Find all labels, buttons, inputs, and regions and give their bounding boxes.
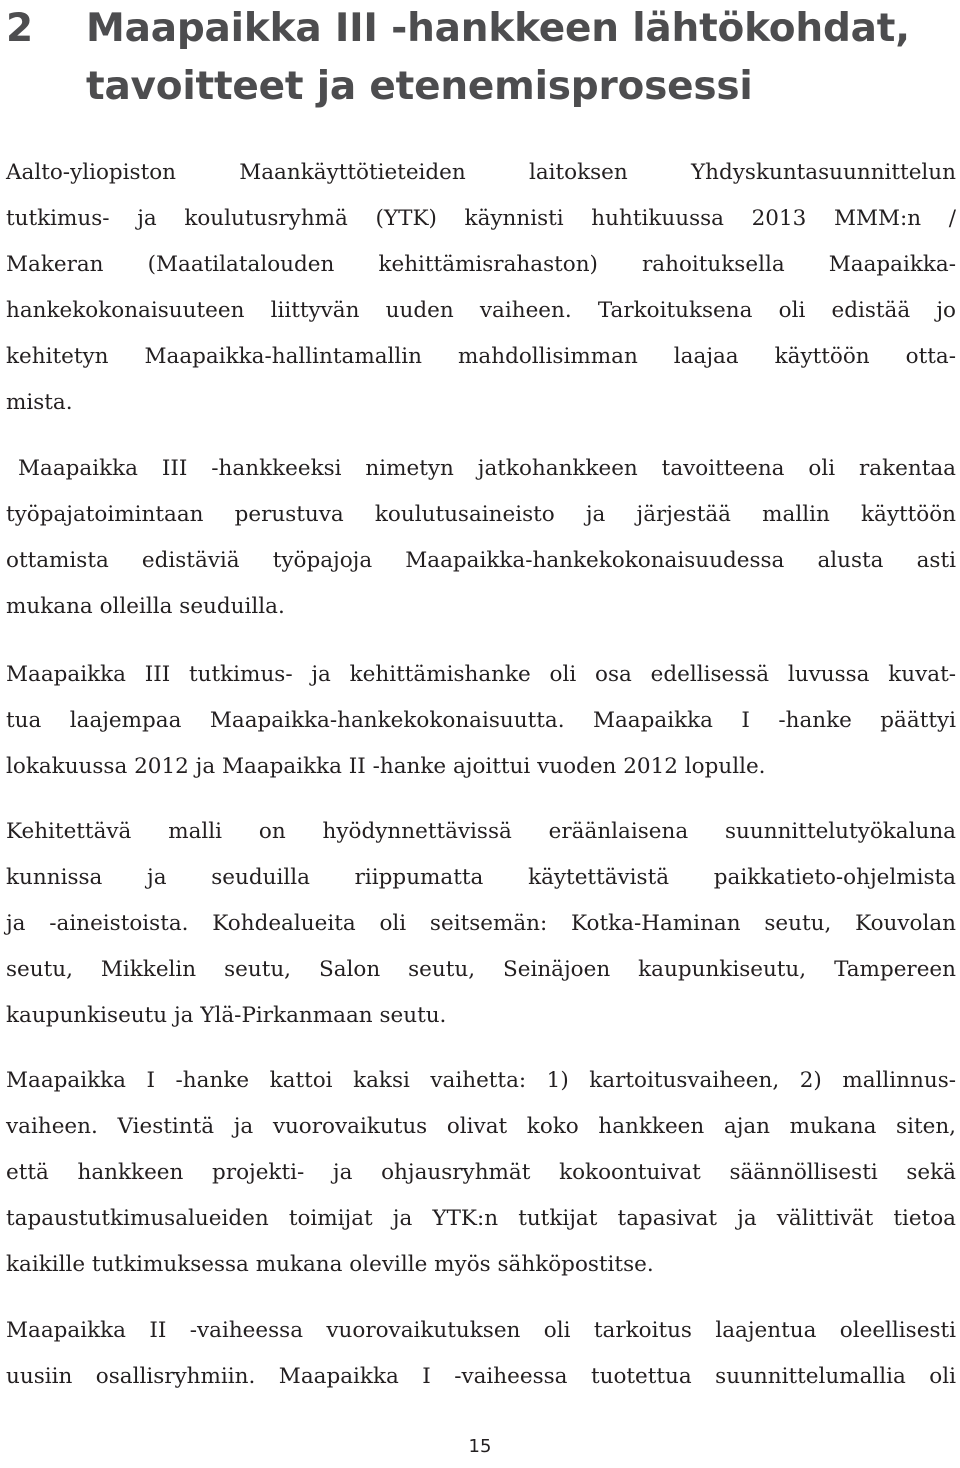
paragraph-line: Maapaikka III -hankkeeksi nimetyn jatkohankkeen tavoitteena oli rakentaa [18,456,956,481]
paragraph-line: mista. [6,390,73,415]
paragraph-line: tutkimus- ja koulutusryhmä (YTK) käynnisti huhtikuussa 2013 MMM:n / [6,206,956,231]
paragraph-line: työpajatoimintaan perustuva koulutusaineisto ja järjestää mallin käyttöön [6,502,956,527]
paragraph-line: että hankkeen projekti- ja ohjausryhmät kokoontuivat säännöllisesti sekä [6,1160,956,1185]
paragraph-line: Makeran (Maatilatalouden kehittämisrahaston) rahoituksella Maapaikka- [6,252,956,277]
paragraph-5 [6,1058,956,1288]
paragraph-line: Maapaikka III tutkimus- ja kehittämishanke oli osa edellisessä luvussa kuvat- [6,662,956,687]
page-number: 15 [468,1436,492,1457]
paragraph-line: Maapaikka II -vaiheessa vuorovaikutuksen oli tarkoitus laajentua oleellisesti [6,1318,956,1343]
paragraph-line: Maapaikka I -hanke kattoi kaksi vaihetta: 1) kartoitusvaiheen, 2) mallinnus- [6,1068,956,1093]
paragraph-line: Aalto-yliopiston Maankäyttötieteiden laitoksen Yhdyskuntasuunnittelun [6,160,956,185]
paragraph-4 [6,809,956,1039]
paragraph-line: kaupunkiseutu ja Ylä-Pirkanmaan seutu. [6,1003,447,1028]
paragraph-line: lokakuussa 2012 ja Maapaikka II -hanke ajoittui vuoden 2012 lopulle. [6,754,766,779]
paragraph-line: vaiheen. Viestintä ja vuorovaikutus olivat koko hankkeen ajan mukana siten, [6,1114,956,1139]
paragraph-line: mukana olleilla seuduilla. [6,594,285,619]
paragraph-line: kehitetyn Maapaikka-hallintamallin mahdollisimman laajaa käyttöön otta- [6,344,956,369]
paragraph-line: ja -aineistoista. Kohdealueita oli seitsemän: Kotka-Haminan seutu, Kouvolan [6,911,956,936]
paragraph-line: uusiin osallisryhmiin. Maapaikka I -vaiheessa tuotettua suunnittelumallia oli [6,1364,956,1389]
paragraph-1 [6,150,956,426]
chapter-title [86,0,960,116]
paragraph-line: hankekokonaisuuteen liittyvän uuden vaiheen. Tarkoituksena oli edistää jo [6,298,956,323]
paragraph-line: kunnissa ja seuduilla riippumatta käytettävistä paikkatieto-ohjelmista [6,865,956,890]
paragraph-2 [6,446,956,630]
chapter-number: 2 [6,6,33,51]
paragraph-line: tapaustutkimusalueiden toimijat ja YTK:n tutkijat tapasivat ja välittivät tietoa [6,1206,956,1231]
paragraph-line: seutu, Mikkelin seutu, Salon seutu, Seinäjoen kaupunkiseutu, Tampereen [6,957,956,982]
paragraph-line: ottamista edistäviä työpajoja Maapaikka-hankekokonaisuudessa alusta asti [6,548,956,573]
paragraph-6 [6,1308,956,1400]
chapter-title-line-1: Maapaikka III -hankkeen lähtökohdat, [86,6,910,51]
paragraph-line: tua laajempaa Maapaikka-hankekokonaisuutta. Maapaikka I -hanke päättyi [6,708,956,733]
paragraph-3 [6,652,956,790]
chapter-title-line-2: tavoitteet ja etenemisprosessi [86,64,753,109]
paragraph-line: Kehitettävä malli on hyödynnettävissä eräänlaisena suunnittelutyökaluna [6,819,956,844]
paragraph-line: kaikille tutkimuksessa mukana oleville myös sähköpostitse. [6,1252,654,1277]
